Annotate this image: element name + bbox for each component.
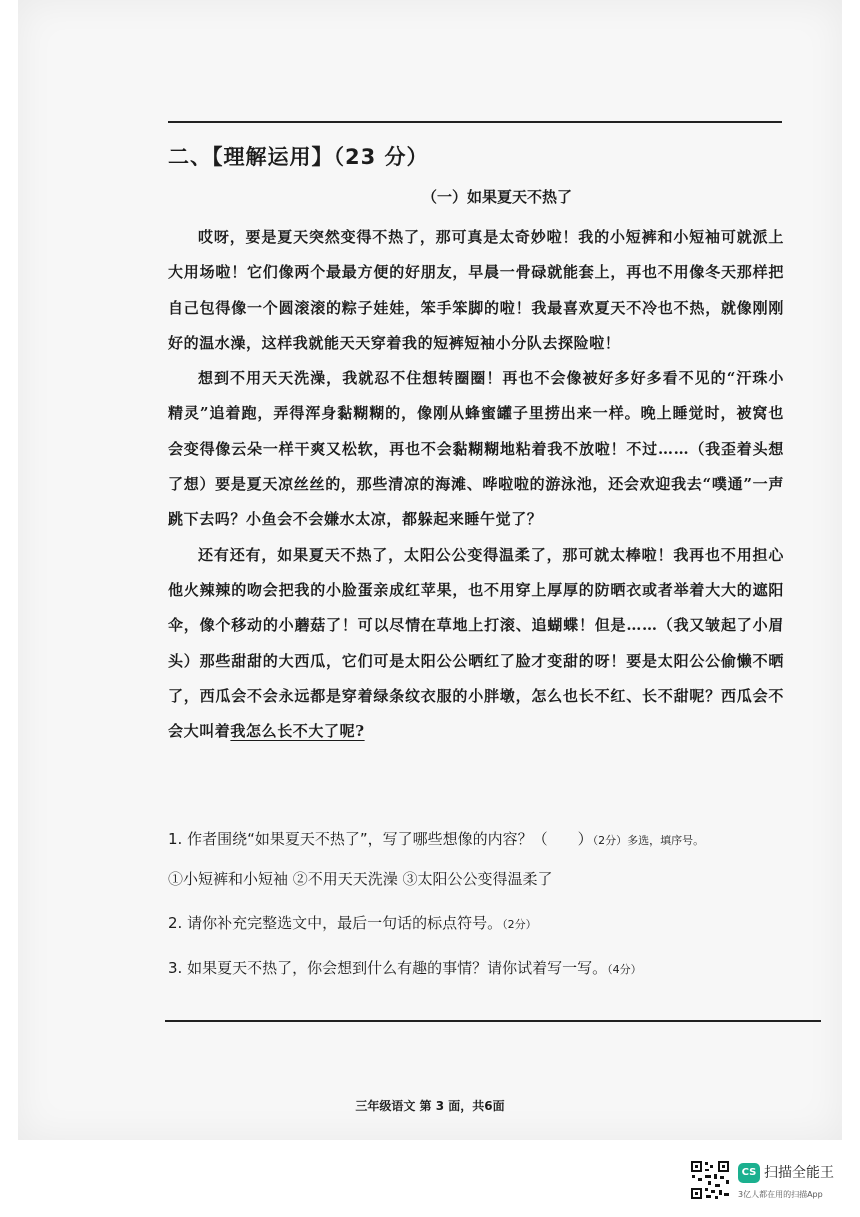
question-2-points: （2分） — [502, 918, 537, 931]
question-1 — [168, 828, 704, 849]
camscanner-name: 扫描全能王 — [764, 1165, 834, 1181]
question-2 — [168, 912, 537, 933]
question-3-points: （4分） — [607, 963, 642, 976]
question-1-text: 1. 作者围绕“如果夏天不热了”，写了哪些想像的内容？（ ） — [168, 830, 593, 848]
paragraph-text: 还有还有，如果夏天不热了，太阳公公变得温柔了，那可就太棒啦！我再也不用担心他火辣辣的吻会把我的小脸蛋亲成红苹果，也不用穿上厚厚的防晒衣或者举着大大的遮阳伞，像个移动的小蘑菇了！可以尽情在草地上打滚、追蝴蝶！但是……（我又皱起了小眉头）那些甜甜的大西瓜，它们可是太阳公公晒红了脸才变甜的呀！要是太阳公公偷懒不晒了，西瓜会不会永远都是穿着绿条纹衣服的小胖墩，怎么也长不红、长不甜呢？西瓜会不会大叫着 — [168, 545, 784, 741]
qr-code-icon — [690, 1160, 730, 1200]
paragraph — [168, 538, 784, 750]
camscanner-tagline: 3亿人都在用的扫描App — [738, 1190, 823, 1199]
passage-title: （一）如果夏天不热了 — [422, 188, 573, 206]
answer-line — [165, 1020, 821, 1022]
question-1-points: （2分）多选，填序号。 — [592, 834, 705, 847]
handwritten-answer: 我怎么长不大了呢? — [230, 722, 365, 741]
camscanner-logo: CS — [738, 1163, 760, 1183]
page-footer: 三年级语文 第 3 面，共6面 — [355, 1099, 505, 1113]
question-3-text: 3. 如果夏天不热了，你会想到什么有趣的事情？请你试着写一写。 — [168, 959, 608, 977]
paragraph: 哎呀，要是夏天突然变得不热了，那可真是太奇妙啦！我的小短裤和小短袖可就派上大用场啦！它们像两个最最方便的好朋友，早晨一骨碌就能套上，再也不用像冬天那样把自己包得像一个圆滚滚的粽子娃娃，笨手笨脚的啦！我最喜欢夏天不冷也不热，就像刚刚好的温水澡，这样我就能天天穿着我的短裤短袖小分队去探险啦！ — [168, 228, 784, 352]
question-2-text: 2. 请你补充完整选文中，最后一句话的标点符号。 — [168, 914, 503, 932]
header-rule — [168, 121, 782, 123]
question-3 — [168, 957, 642, 978]
section-title: 二、【理解运用】（23 分） — [168, 145, 429, 169]
paragraph: 想到不用天天洗澡，我就忍不住想转圈圈！再也不会像被好多好多看不见的“汗珠小精灵”追着跑，弄得浑身黏糊糊的，像刚从蜂蜜罐子里捞出来一样。晚上睡觉时，被窝也会变得像云朵一样干爽又松软，再也不会黏糊糊地粘着我不放啦！不过……（我歪着头想了想）要是夏天凉丝丝的，那些清凉的海滩、哗啦啦的游泳池，还会欢迎我去“噗通”一声跳下去吗？小鱼会不会嫌水太凉，都躲起来睡午觉了？ — [168, 369, 784, 529]
passage-body — [168, 220, 784, 749]
question-1-options: ①小短裤和小短袖 ②不用天天洗澡 ③太阳公公变得温柔了 — [168, 870, 553, 888]
